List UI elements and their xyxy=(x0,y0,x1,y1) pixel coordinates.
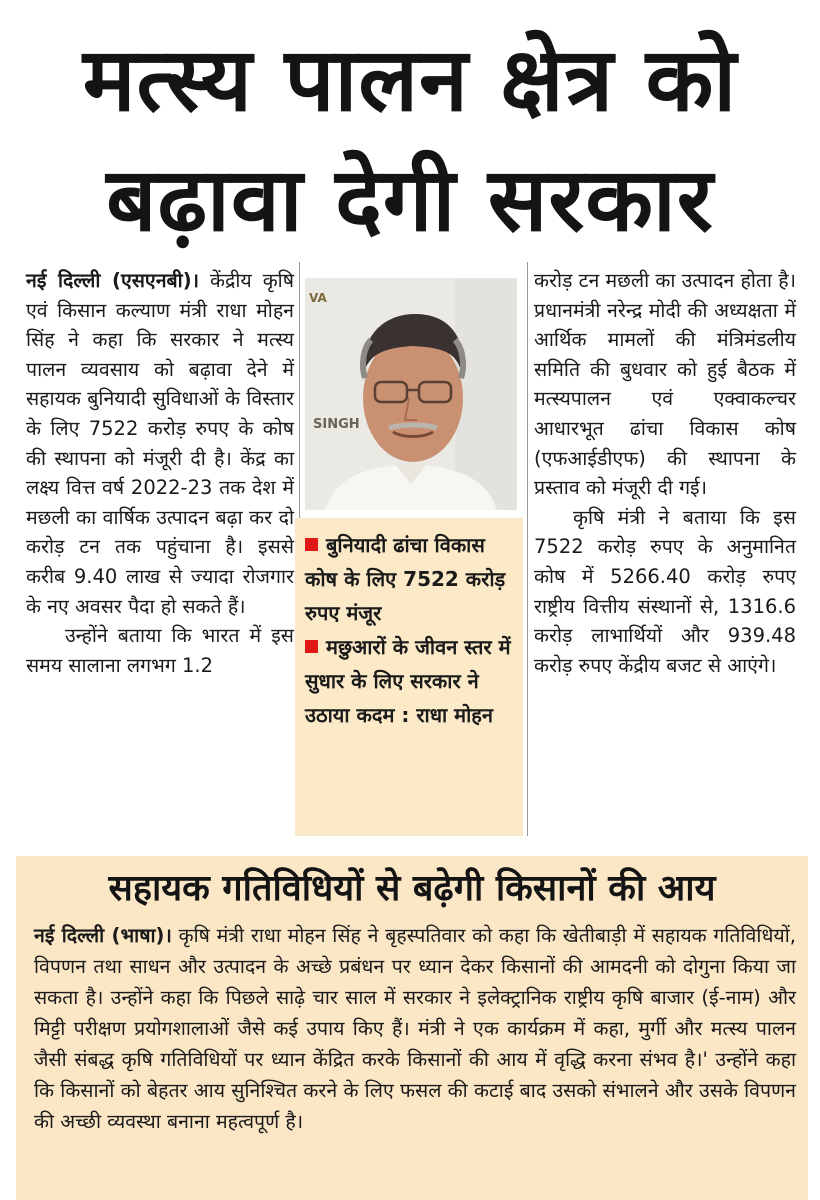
article-column-left xyxy=(26,266,294,680)
sidebar-story-title: सहायक गतिविधियों से बढ़ेगी किसानों की आय xyxy=(108,868,716,909)
sidebar-story-box xyxy=(16,856,808,1200)
red-square-bullet-icon xyxy=(305,640,318,653)
minister-portrait-image xyxy=(305,278,517,510)
callout-box xyxy=(295,518,523,836)
sidebar-story-body xyxy=(34,920,796,1137)
headline-line-2: बढ़ावा देगी सरकार xyxy=(106,148,714,251)
minister-photo xyxy=(305,278,517,510)
svg-text:VA: VA xyxy=(309,291,327,305)
article-paragraph: करोड़ टन मछली का उत्पादन होता है। प्रधानमंत्री नरेन्द्र मोदी की अध्यक्षता में आर्थिक मामलों की मंत्रिमंडलीय समिति की बुधवार को हुई बैठक में मत्स्यपालन एवं एक्वाकल्चर आधारभूत ढांचा विकास कोष (एफआईडीएफ) की स्थापना के प्रस्ताव को मंजूरी दी गई। xyxy=(534,269,796,500)
headline-line-1: मत्स्य पालन क्षेत्र को xyxy=(82,28,738,131)
red-square-bullet-icon xyxy=(305,538,318,551)
sidebar-story-text: कृषि मंत्री राधा मोहन सिंह ने बृहस्पतिवार को कहा कि खेतीबाड़ी में सहायक गतिविधियों, विपणन तथा साधन और उत्पादन के अच्छे प्रबंधन पर ध्यान देकर किसानों की आमदनी को दोगुना किया जा सकता है। उन्होंने कहा कि पिछले साढ़े चार साल में सरकार ने इलेक्ट्रानिक राष्ट्रीय कृषि बाजार (ई-नाम) और मिट्टी परीक्षण प्रयोगशालाओं जैसे कई उपाय किए हैं। मंत्री ने एक कार्यक्रम में कहा, मुर्गी और मत्स्य पालन जैसी संबद्ध कृषि गतिविधियों पर ध्यान केंद्रित करके किसानों की आय में वृद्धि करना संभव है।' उन्होंने कहा कि किसानों को बेहतर आय सुनिश्चित करने के लिए फसल की कटाई बाद उसको संभालने और उसके विपणन की अच्छी व्यवस्था बनाना महत्वपूर्ण है। xyxy=(34,924,796,1133)
callout-text: मछुआरों के जीवन स्तर में सुधार के लिए सरकार ने उठाया कदम : राधा मोहन xyxy=(305,635,511,727)
sidebar-story-dateline: नई दिल्ली (भाषा)। xyxy=(34,924,172,947)
column-divider-right xyxy=(527,262,528,836)
article-dateline: नई दिल्ली (एसएनबी)। xyxy=(26,269,200,292)
article-paragraph xyxy=(26,266,294,621)
photo-backdrop-text: SINGH xyxy=(313,417,360,432)
callout-item xyxy=(305,528,511,630)
callout-item xyxy=(305,630,511,732)
article-column-right xyxy=(534,266,796,680)
article-paragraph: उन्होंने बताया कि भारत में इस समय सालाना लगभग 1.2 xyxy=(26,624,294,677)
article-paragraph-text: केंद्रीय कृषि एवं किसान कल्याण मंत्री राधा मोहन सिंह ने कहा कि सरकार ने मत्स्य पालन व्यवसाय को बढ़ावा देने में सहायक बुनियादी सुविधाओं के विस्तार के लिए 7522 करोड़ रुपए के कोष की स्थापना को मंजूरी दी है। केंद्र का लक्ष्य वित्त वर्ष 2022-23 तक देश में मछली का वार्षिक उत्पादन बढ़ा कर दो करोड़ टन तक पहुंचाना है। इससे करीब 9.40 लाख से ज्यादा रोजगार के नए अवसर पैदा हो सकते हैं। xyxy=(26,269,294,618)
article-paragraph: कृषि मंत्री ने बताया कि इस 7522 करोड़ रुपए के अनुमानित कोष में 5266.40 करोड़ रुपए राष्ट्रीय वित्तीय संस्थानों से, 1316.6 करोड़ लाभार्थियों और 939.48 करोड़ रुपए केंद्रीय बजट से आएंगे। xyxy=(534,505,796,677)
callout-text: बुनियादी ढांचा विकास कोष के लिए 7522 करोड़ रुपए मंजूर xyxy=(305,533,506,625)
